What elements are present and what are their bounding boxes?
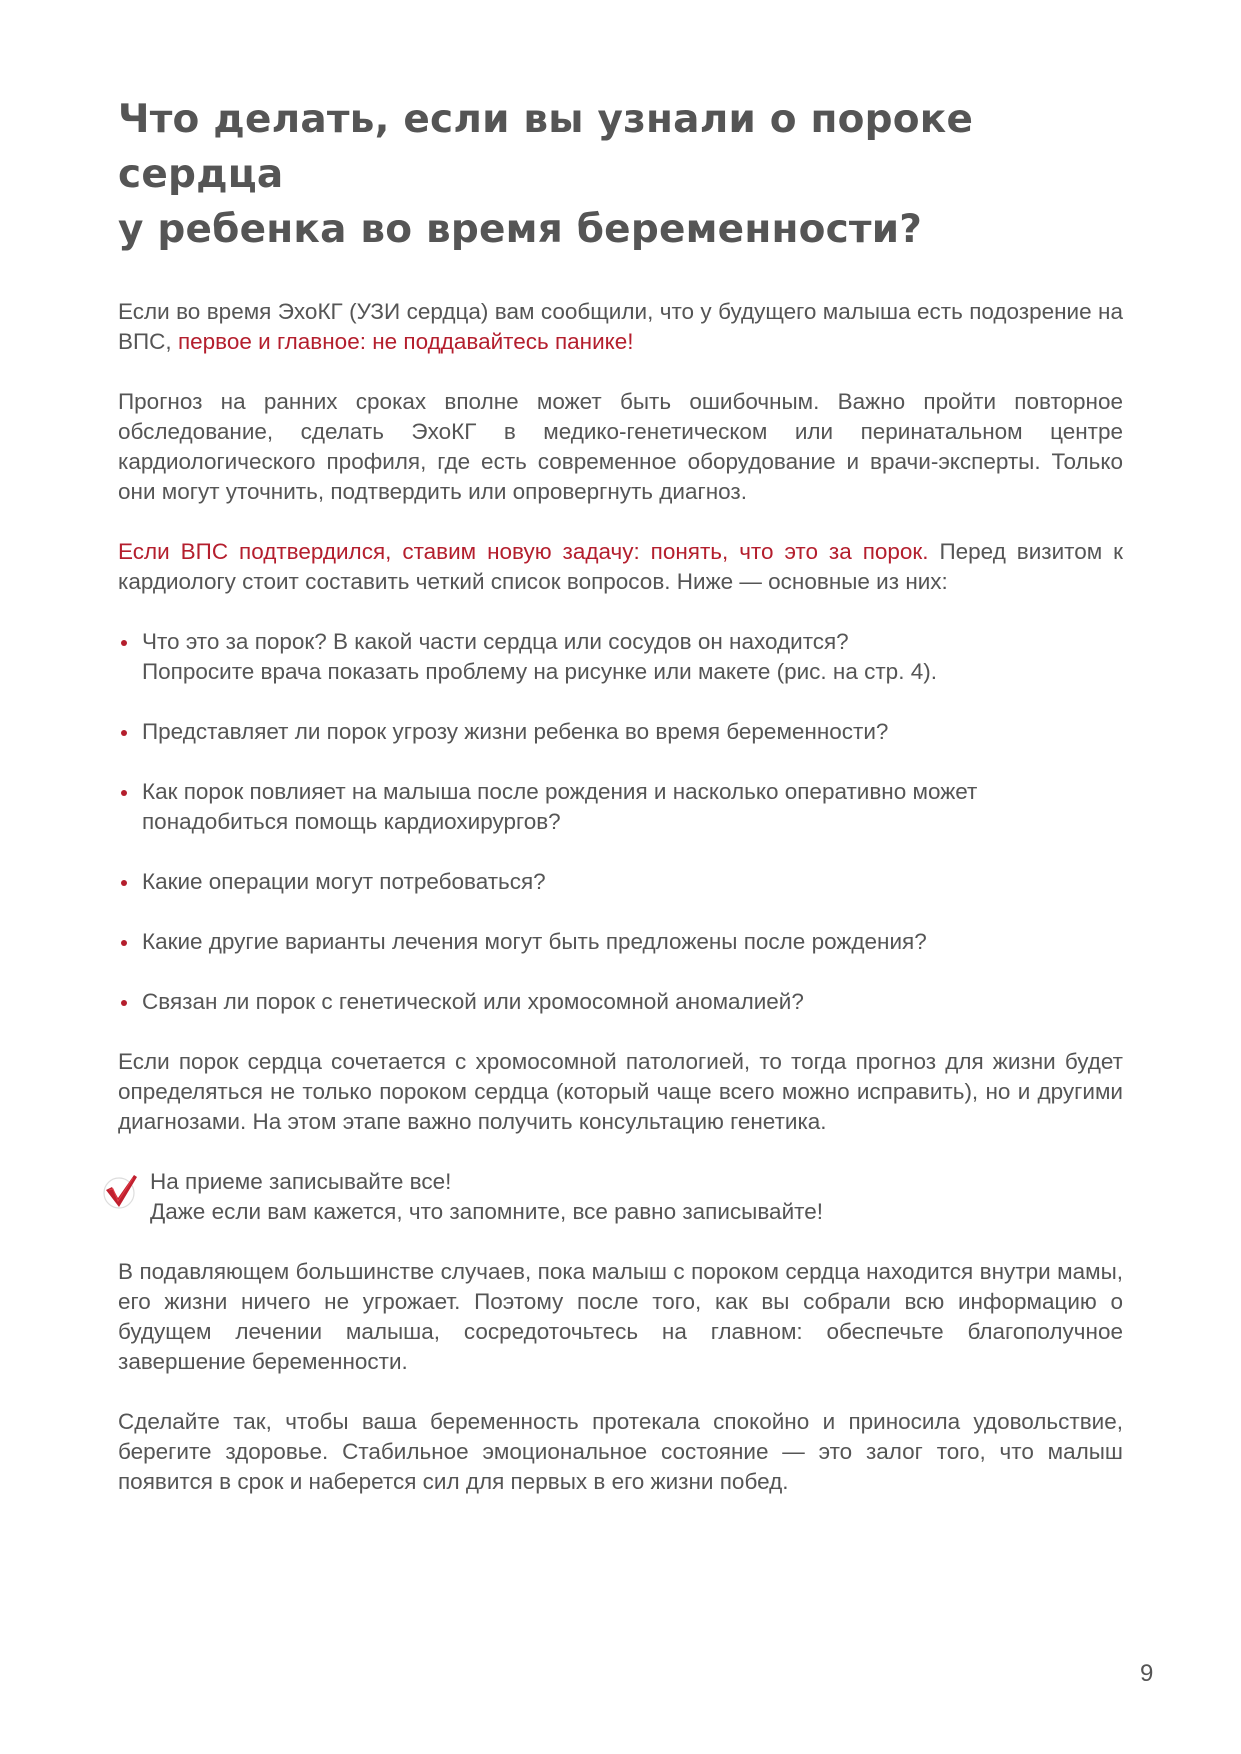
paragraph-chromosomal: Если порок сердца сочетается с хромосомной патологией, то тогда прогноз для жизни будет определяться не только пороком сердца (который чаще всего можно исправить), но и другими диагнозами. На этом этапе важно получить консультацию генетика. xyxy=(118,1049,1123,1134)
paragraph-calm-pregnancy: Сделайте так, чтобы ваша беременность протекала спокойно и приносила удовольствие, берегите здоровье. Стабильное эмоциональное состояние — это залог того, что малыш появится в срок и наберется сил для первых в его жизни побед. xyxy=(118,1409,1123,1494)
bullet-icon xyxy=(121,1000,127,1006)
list-item: Что это за порок? В какой части сердца или сосудов он находится? Попросите врача показать проблему на рисунке или макете (рис. на стр. 4). xyxy=(118,627,1123,687)
bullet-icon xyxy=(121,640,127,646)
list-item: Связан ли порок с генетической или хромосомной аномалией? xyxy=(118,987,1123,1017)
paragraph-new-task: Если ВПС подтвердился, ставим новую задачу: понять, что это за порок. Перед визитом к кардиологу стоит составить четкий список вопросов. Ниже — основные из них: xyxy=(118,539,1123,594)
note-line-1: На приеме записывайте все! xyxy=(150,1169,452,1194)
highlight-no-panic: первое и главное: не поддавайтесь панике! xyxy=(177,329,634,354)
note-callout xyxy=(118,1167,1123,1227)
questions-list xyxy=(118,627,1123,1017)
page-title xyxy=(118,92,1123,257)
bullet-icon xyxy=(121,790,127,796)
paragraph-echo-diagnosis: Если во время ЭхоКГ (УЗИ сердца) вам сообщили, что у будущего малыша есть подозрение на ВПС, первое и главное: не поддавайтесь панике! xyxy=(118,299,1123,354)
list-item: Какие операции могут потребоваться? xyxy=(118,867,1123,897)
title-line-1: Что делать, если вы узнали о пороке сердца xyxy=(118,97,974,197)
paragraph-safe-inside: В подавляющем большинстве случаев, пока малыш с пороком сердца находится внутри мамы, его жизни ничего не угрожает. Поэтому после того, как вы собрали всю информацию о будущем лечении малыша, сосредоточьтесь на главном: обеспечьте благополучное завершение беременности. xyxy=(118,1259,1123,1374)
list-item: Представляет ли порок угрозу жизни ребенка во время беременности? xyxy=(118,717,1123,747)
bullet-icon xyxy=(121,940,127,946)
title-line-2: у ребенка во время беременности? xyxy=(118,207,923,252)
page-content xyxy=(118,92,1123,1497)
red-checkmark-icon xyxy=(100,1171,142,1213)
bullet-icon xyxy=(121,880,127,886)
paragraph-reexamination: Прогноз на ранних сроках вполне может быть ошибочным. Важно пройти повторное обследование, сделать ЭхоКГ в медико-генетическом или перинатальном центре кардиологического профиля, где есть современное оборудование и врачи-эксперты. Только они могут уточнить, подтвердить или опровергнуть диагноз. xyxy=(118,389,1123,504)
page-number: 9 xyxy=(1140,1660,1154,1687)
highlight-new-task: Если ВПС подтвердился, ставим новую задачу: понять, что это за порок. xyxy=(118,539,929,564)
list-item: Какие другие варианты лечения могут быть предложены после рождения? xyxy=(118,927,1123,957)
list-item: Как порок повлияет на малыша после рождения и насколько оперативно может понадобиться помощь кардиохирургов? xyxy=(118,777,1123,837)
bullet-icon xyxy=(121,730,127,736)
note-line-2: Даже если вам кажется, что запомните, все равно записывайте! xyxy=(150,1199,823,1224)
